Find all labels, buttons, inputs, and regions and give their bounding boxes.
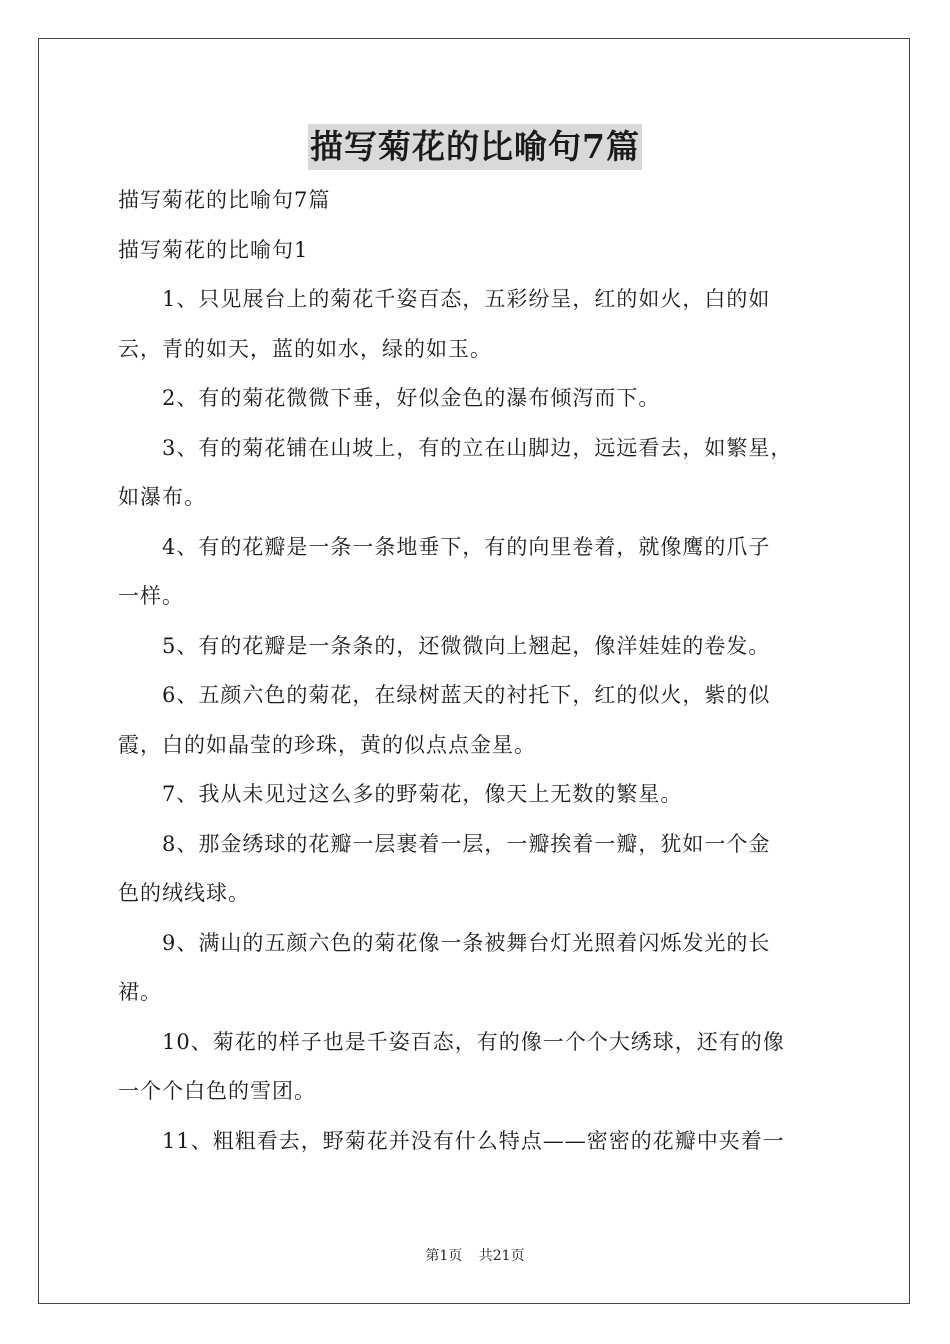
body-text-line: 色的绒线球。 <box>118 881 250 905</box>
page-number: 第1页 <box>425 1248 463 1264</box>
body-text-line: 霞，白的如晶莹的珍珠，黄的似点点金星。 <box>118 732 536 757</box>
body-text-line: 10、菊花的样子也是千姿百态，有的像一个个大绣球，还有的像 <box>162 1029 785 1054</box>
document-body <box>118 176 834 1166</box>
body-text-line: 5、有的花瓣是一条条的，还微微向上翘起，像洋娃娃的卷发。 <box>162 633 771 658</box>
document-subtitle: 描写菊花的比喻句7篇 <box>118 188 331 212</box>
body-text-line: 3、有的菊花铺在山坡上，有的立在山脚边，远远看去，如繁星， <box>162 435 793 460</box>
body-text-line: 一个个白色的雪团。 <box>118 1079 316 1103</box>
body-text-line: 云，青的如天，蓝的如水，绿的如玉。 <box>118 336 492 361</box>
body-text-line: 7、我从未见过这么多的野菊花，像天上无数的繁星。 <box>162 782 683 806</box>
page-footer <box>0 1245 950 1265</box>
body-text-line: 如瀑布。 <box>118 485 206 509</box>
body-text-line: 9、满山的五颜六色的菊花像一条被舞台灯光照着闪烁发光的长 <box>162 930 771 955</box>
body-text-line: 一样。 <box>118 584 184 608</box>
body-text-line: 1、只见展台上的菊花千姿百态，五彩纷呈，红的如火，白的如 <box>162 287 771 311</box>
section-heading: 描写菊花的比喻句1 <box>118 237 309 262</box>
paragraph-lines <box>118 275 834 1166</box>
body-text-line: 裙。 <box>118 980 162 1004</box>
body-text-line: 11、粗粗看去，野菊花并没有什么特点——密密的花瓣中夹着一 <box>162 1128 785 1153</box>
document-title: 描写菊花的比喻句7篇 <box>308 124 642 170</box>
page-total: 共21页 <box>478 1248 525 1264</box>
body-text-line: 4、有的花瓣是一条一条地垂下，有的向里卷着，就像鹰的爪子 <box>162 534 771 559</box>
body-text-line: 8、那金绣球的花瓣一层裹着一层，一瓣挨着一瓣，犹如一个金 <box>162 831 771 856</box>
title-container <box>0 124 950 170</box>
body-text-line: 6、五颜六色的菊花，在绿树蓝天的衬托下，红的似火，紫的似 <box>162 683 771 707</box>
body-text-line: 2、有的菊花微微下垂，好似金色的瀑布倾泻而下。 <box>162 386 661 410</box>
